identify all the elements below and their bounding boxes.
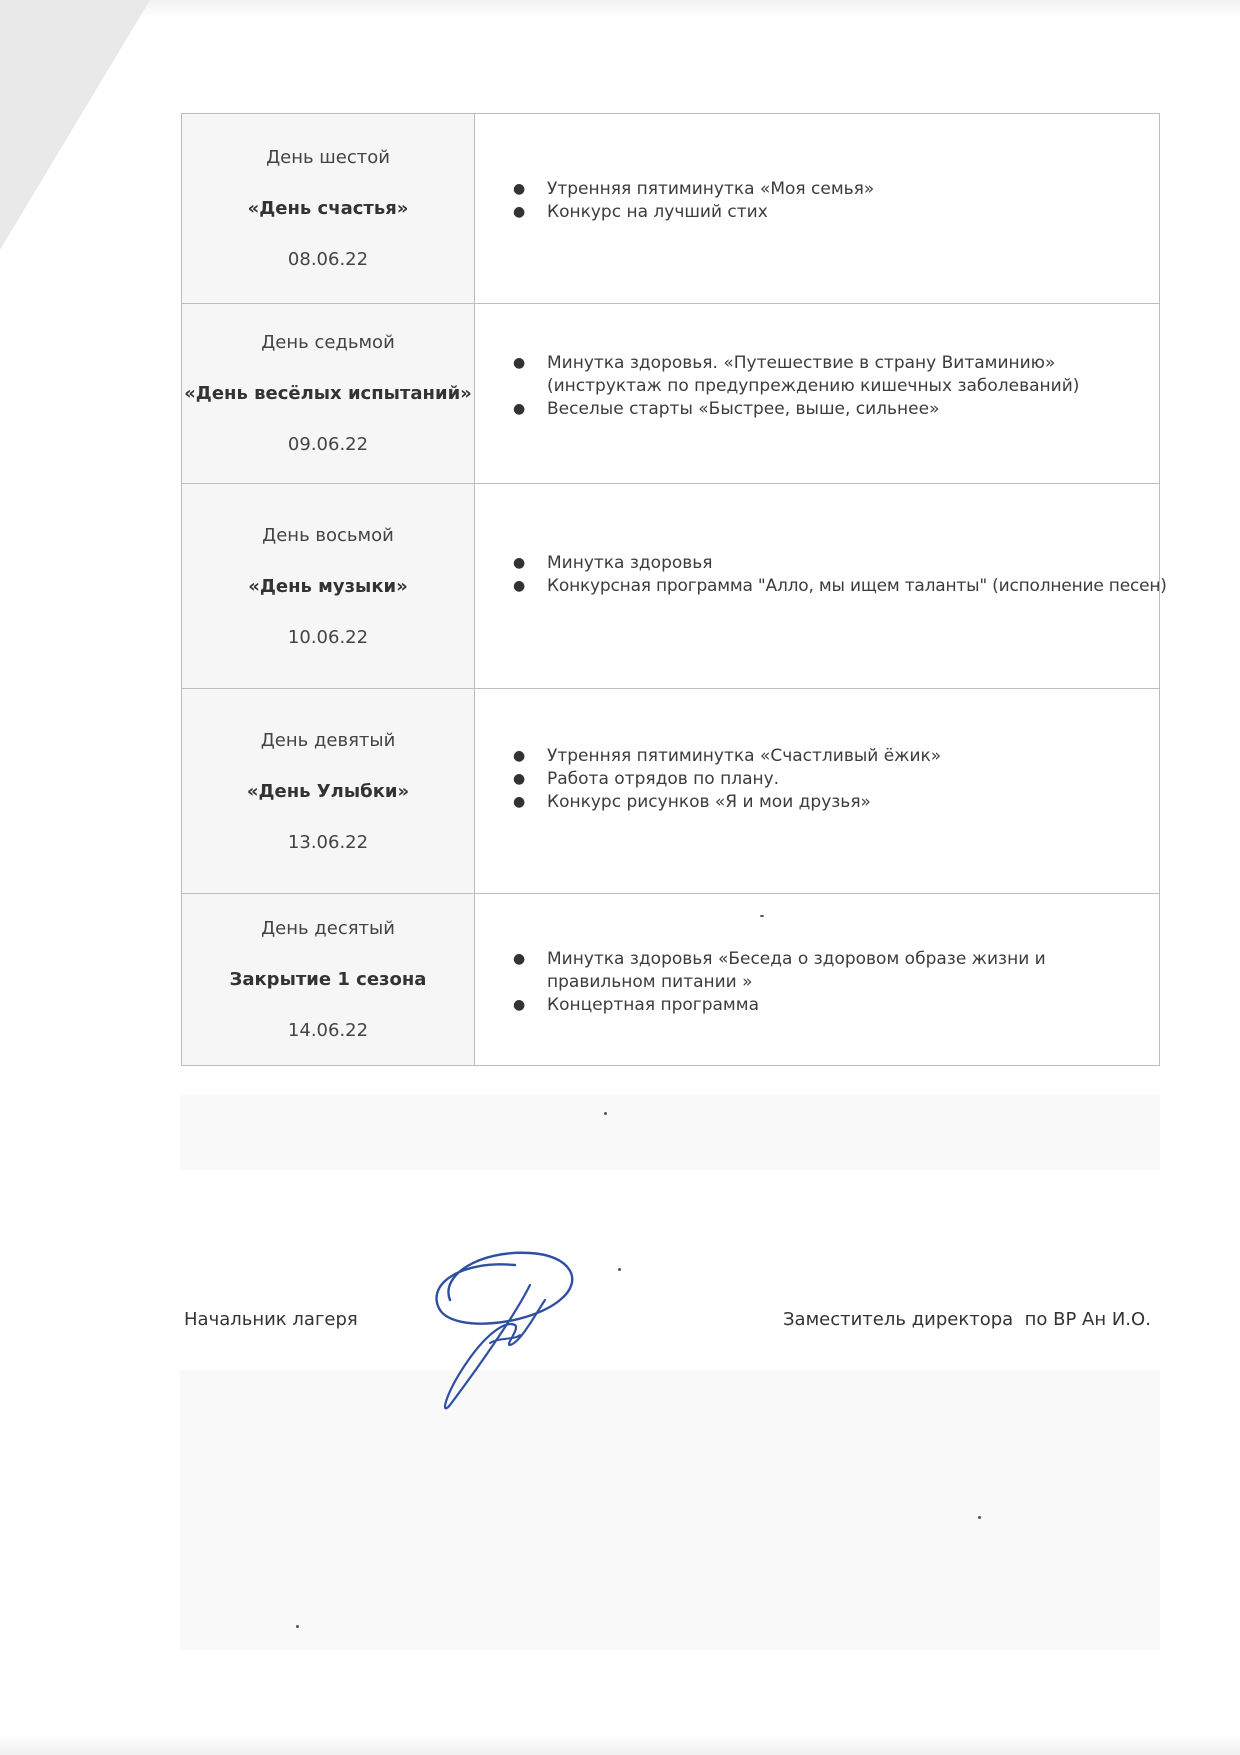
scan-artifact-band xyxy=(180,1370,1160,1650)
scan-artifact-band xyxy=(180,1095,1160,1170)
day-date: 08.06.22 xyxy=(287,249,369,270)
deputy-director-label: Заместитель директора по ВР Ан И.О. xyxy=(783,1309,1151,1330)
activities-cell xyxy=(475,689,1160,894)
list-item xyxy=(513,178,1155,201)
day-cell xyxy=(182,304,475,484)
day-cell xyxy=(182,689,475,894)
day-number: День седьмой xyxy=(261,332,395,353)
day-cell xyxy=(182,484,475,689)
bullet-icon: ● xyxy=(513,181,526,197)
bullet-icon: ● xyxy=(513,401,526,417)
list-item xyxy=(513,948,1155,994)
bullet-icon: ● xyxy=(513,771,526,787)
schedule-table xyxy=(181,113,1167,1066)
activity-list xyxy=(475,948,1159,1017)
list-item xyxy=(513,352,1155,398)
list-item xyxy=(513,552,1159,575)
activity-text: Утренняя пятиминутка «Моя семья» xyxy=(547,179,875,199)
activity-text: Концертная программа xyxy=(547,995,759,1015)
list-item xyxy=(513,201,1155,224)
activity-text: Конкурсная программа "Алло, мы ищем таланты" (исполнение песен) xyxy=(547,576,1167,596)
activities-cell xyxy=(475,304,1160,484)
bullet-icon: ● xyxy=(513,997,526,1013)
camp-director-label: Начальник лагеря xyxy=(184,1309,358,1330)
activities-cell xyxy=(475,894,1160,1066)
scan-speck xyxy=(760,915,764,917)
handwritten-signature xyxy=(420,1245,600,1415)
day-date: 09.06.22 xyxy=(287,434,369,455)
activity-text: Конкурс рисунков «Я и мои друзья» xyxy=(547,792,871,812)
table-row xyxy=(182,894,1160,1066)
day-date: 13.06.22 xyxy=(287,831,369,853)
folded-corner xyxy=(0,0,150,250)
list-item xyxy=(513,745,1155,768)
table-row xyxy=(182,484,1160,689)
activity-list xyxy=(475,178,1159,224)
activity-text: Минутка здоровья «Беседа о здоровом образе жизни и правильном питании » xyxy=(547,949,1046,992)
activity-text: Минутка здоровья xyxy=(547,553,713,573)
day-cell xyxy=(182,894,475,1066)
bullet-icon: ● xyxy=(513,951,526,967)
activity-text: Работа отрядов по плану. xyxy=(547,769,780,789)
scan-speck xyxy=(978,1516,981,1519)
activity-text: Утренняя пятиминутка «Счастливый ёжик» xyxy=(547,746,942,766)
bullet-icon: ● xyxy=(513,204,526,220)
activity-text: Конкурс на лучший стих xyxy=(547,202,768,222)
list-item xyxy=(513,575,1167,598)
scan-speck xyxy=(618,1268,621,1271)
day-cell xyxy=(182,114,475,304)
bullet-icon: ● xyxy=(513,578,526,594)
day-title: «День счастья» xyxy=(247,198,409,219)
list-item xyxy=(513,791,1155,814)
day-title: «День музыки» xyxy=(248,575,408,597)
list-item xyxy=(513,398,1155,421)
bullet-icon: ● xyxy=(513,555,526,571)
list-item xyxy=(513,768,1155,791)
activity-list xyxy=(475,745,1159,814)
scan-speck xyxy=(296,1625,299,1628)
list-item xyxy=(513,994,1155,1017)
activity-list xyxy=(475,352,1159,421)
activities-cell xyxy=(475,114,1160,304)
day-number: День девятый xyxy=(260,729,396,751)
bullet-icon: ● xyxy=(513,794,526,810)
table-row xyxy=(182,114,1160,304)
scan-speck xyxy=(604,1112,607,1115)
activity-list xyxy=(475,552,1167,598)
table-row xyxy=(182,689,1160,894)
day-title: Закрытие 1 сезона xyxy=(229,969,427,990)
table-row xyxy=(182,304,1160,484)
activity-text: Минутка здоровья. «Путешествие в страну Витаминию» (инструктаж по предупреждению кишечных заболеваний) xyxy=(547,353,1080,396)
day-number: День восьмой xyxy=(262,524,394,546)
activities-cell xyxy=(475,484,1167,689)
bullet-icon: ● xyxy=(513,748,526,764)
day-date: 14.06.22 xyxy=(287,1020,369,1041)
day-title: «День весёлых испытаний» xyxy=(184,383,472,404)
day-title: «День Улыбки» xyxy=(246,780,410,802)
day-date: 10.06.22 xyxy=(287,626,369,648)
bullet-icon: ● xyxy=(513,355,526,371)
day-number: День десятый xyxy=(261,918,395,939)
day-number: День шестой xyxy=(266,147,390,168)
activity-text: Веселые старты «Быстрее, выше, сильнее» xyxy=(547,399,940,419)
